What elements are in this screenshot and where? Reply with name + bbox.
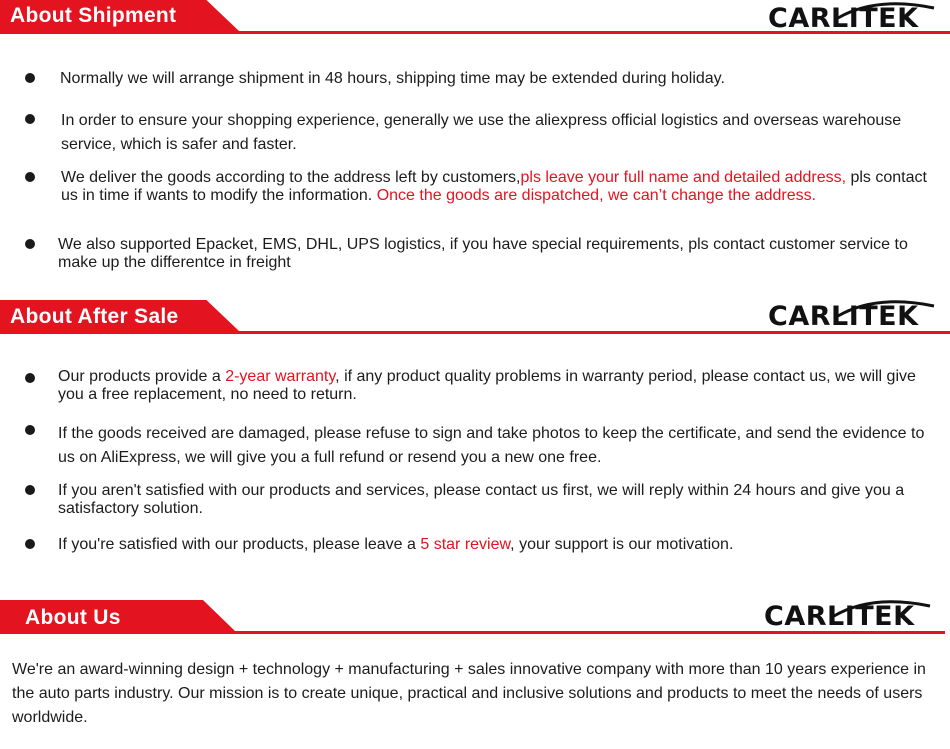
about-us-title: About Us <box>25 606 121 629</box>
bullet-dot-icon <box>25 114 35 124</box>
list-item-text: If the goods received are damaged, please refuse to sign and take photos to keep the certificate, and send the evidence to us on AliExpress, we will give you a full refund or resend you a new one free. <box>58 425 925 466</box>
list-item-text-part: We deliver the goods according to the address left by customers, <box>61 169 521 186</box>
brand-logo <box>768 0 938 36</box>
after-sale-title: About After Sale <box>10 305 179 328</box>
highlight-text: pls leave your full name and detailed address, <box>520 169 847 186</box>
list-item-text <box>58 536 938 554</box>
logo-text: CARLITEK <box>768 3 919 34</box>
bullet-dot-icon <box>25 172 35 182</box>
logo-text: CARLITEK <box>764 601 915 632</box>
about-us-text: We're an award-winning design + technology + manufacturing + sales innovative company with more than 10 years experience in the auto parts industry. Our mission is to create unique, practical and inclusive solutions and products to meet the needs of users worldwide. <box>12 661 926 726</box>
list-item-text-part: pls contact us in time if wants to modify the information. <box>61 169 927 204</box>
shipment-title: About Shipment <box>10 4 177 27</box>
bullet-dot-icon <box>25 539 35 549</box>
highlight-text: 2-year warranty <box>225 368 336 385</box>
list-item-text <box>61 169 941 205</box>
bullet-dot-icon <box>25 485 35 495</box>
list-item-text: We also supported Epacket, EMS, DHL, UPS logistics, if you have special requirements, pls contact customer service to make up the differentce in freight <box>58 236 908 271</box>
bullet-dot-icon <box>25 239 35 249</box>
list-item-text: In order to ensure your shopping experience, generally we use the aliexpress official logistics and overseas warehouse service, which is safer and faster. <box>61 112 902 153</box>
brand-logo <box>764 598 934 634</box>
list-item-text-part: If you're satisfied with our products, please leave a <box>58 536 421 553</box>
list-item-text-part: , your support is our motivation. <box>510 536 734 553</box>
list-item-text: Normally we will arrange shipment in 48 hours, shipping time may be extended during holiday. <box>60 70 725 87</box>
bullet-dot-icon <box>25 425 35 435</box>
list-item-text: If you aren't satisfied with our products and services, please contact us first, we will reply within 24 hours and give you a satisfactory solution. <box>58 482 905 517</box>
highlight-text: Once the goods are dispatched, we can’t change the address. <box>376 187 817 204</box>
bullet-dot-icon <box>25 373 35 383</box>
highlight-text: 5 star review <box>420 536 511 553</box>
list-item-text <box>58 368 938 404</box>
list-item-text-part: Our products provide a <box>58 368 226 385</box>
list-item-text-part: , if any product quality problems in warranty period, please contact us, we will give you a free replacement, no need to return. <box>58 368 916 403</box>
bullet-dot-icon <box>25 73 35 83</box>
brand-logo <box>768 298 938 334</box>
logo-text: CARLITEK <box>768 301 919 332</box>
